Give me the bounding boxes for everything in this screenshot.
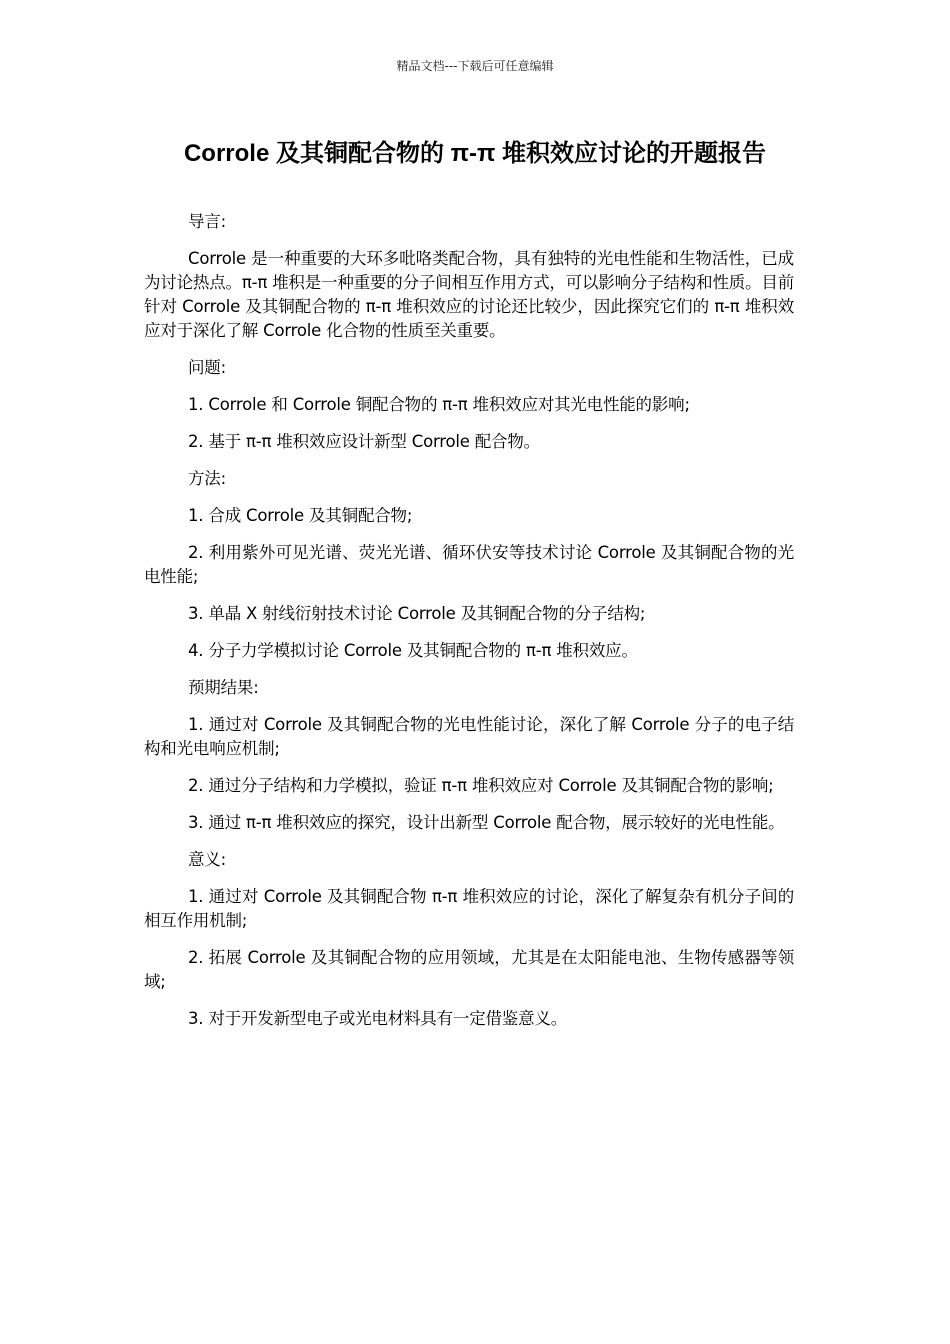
intro-paragraph: Corrole 是一种重要的大环多吡咯类配合物，具有独特的光电性能和生物活性，已成为讨论热点。π-π 堆积是一种重要的分子间相互作用方式，可以影响分子结构和性质。目前针对 Corrole 及其铜配合物的 π-π 堆积效应的讨论还比较少，因此探究它们的 π-π 堆积效应对于深化了解 Corrole 化合物的性质至关重要。 [144,249,794,340]
section-heading-intro: 导言: [188,212,226,231]
problem-item: 2. 基于 π-π 堆积效应设计新型 Corrole 配合物。 [188,432,540,451]
significance-item: 2. 拓展 Corrole 及其铜配合物的应用领域，尤其是在太阳能电池、生物传感器等领域; [144,948,794,991]
section-heading-methods: 方法: [188,469,226,488]
document-title: Corrole 及其铜配合物的 π-π 堆积效应讨论的开题报告 [183,140,767,167]
method-item: 4. 分子力学模拟讨论 Corrole 及其铜配合物的 π-π 堆积效应。 [188,641,638,660]
section-heading-expected-results: 预期结果: [188,678,259,697]
expected-result-item: 1. 通过对 Corrole 及其铜配合物的光电性能讨论，深化了解 Corrole 分子的电子结构和光电响应机制; [144,715,794,758]
expected-result-item: 3. 通过 π-π 堆积效应的探究，设计出新型 Corrole 配合物，展示较好的光电性能。 [188,813,785,832]
document-body [144,210,794,1044]
section-heading-problems: 问题: [188,358,226,377]
significance-item: 3. 对于开发新型电子或光电材料具有一定借鉴意义。 [188,1009,567,1028]
method-item: 3. 单晶 X 射线衍射技术讨论 Corrole 及其铜配合物的分子结构; [188,604,646,623]
significance-item: 1. 通过对 Corrole 及其铜配合物 π-π 堆积效应的讨论，深化了解复杂有机分子间的相互作用机制; [144,887,794,930]
section-heading-significance: 意义: [188,850,226,869]
method-item: 2. 利用紫外可见光谱、荧光光谱、循环伏安等技术讨论 Corrole 及其铜配合物的光电性能; [144,543,794,586]
expected-result-item: 2. 通过分子结构和力学模拟，验证 π-π 堆积效应对 Corrole 及其铜配合物的影响; [188,776,774,795]
method-item: 1. 合成 Corrole 及其铜配合物; [188,506,413,525]
page-header: 精品文档---下载后可任意编辑 [396,59,554,73]
problem-item: 1. Corrole 和 Corrole 铜配合物的 π-π 堆积效应对其光电性能的影响; [188,395,690,414]
